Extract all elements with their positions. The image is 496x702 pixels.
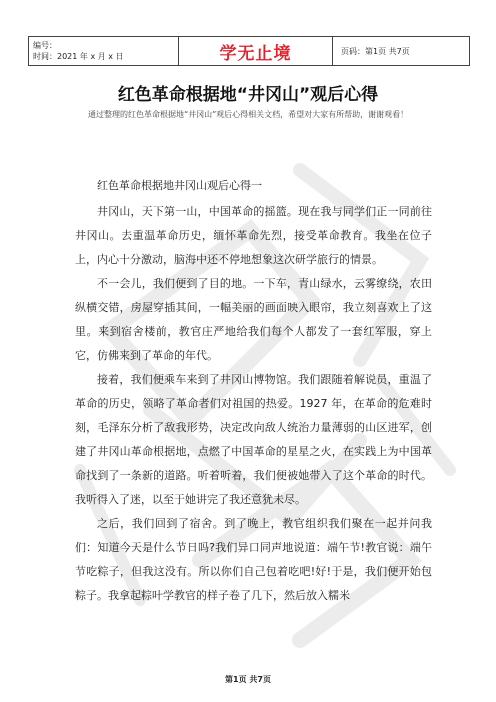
paragraph: 不一会儿，我们便到了目的地。一下车，青山绿水，云雾缭绕，农田纵横交错，房屋穿插其间，一幅美丽的画面映入眼帘，我立刻喜欢上了这里。来到宿舍楼前，教官庄严地给我们每个人都发了一套红军服，穿上它，仿佛来到了革命的年代。	[75, 277, 432, 362]
paragraph: 井冈山，天下第一山，中国革命的摇篮。现在我与同学们正一同前往井冈山。去重温革命历史，缅怀革命先烈，接受革命教育。我坐在位子上，内心十分激动，脑海中还不停地想象这次研学旅行的情景。	[75, 205, 432, 266]
paragraph: 接着，我们便乘车来到了井冈山博物馆。我们跟随着解说员，重温了革命的历史，领略了革命者们对祖国的热爱。1927 年，在革命的危难时刻，毛泽东分析了敌我形势，决定改向敌人统治力量薄弱的山区进军，创建了井冈山革命根据地，点燃了中国革命的星星之火，在实践上为中国革命找到了一条新的道路。听着听着，我们便被她带入了这个革命的时代。我听得入了迷，以至于她讲完了我还意犹未尽。	[75, 373, 432, 506]
brand-title: 学无止境	[179, 37, 333, 65]
page-info: 页码：第1页 共7页	[341, 46, 410, 56]
section-heading: 红色革命根据地井冈山观后心得一	[97, 179, 262, 192]
paragraph: 之后，我们回到了宿舍。到了晚上，教官组织我们聚在一起并问我们：知道今天是什么节日吗?我们异口同声地说道：端午节!教官说：端午节吃粽子，但我这没有。所以你们自己包着吃吧!好!于是，我们便开始包粽子。我拿起粽叶学教官的样子卷了几下，然后放入糯米	[75, 517, 432, 602]
doc-number-label: 编号：	[33, 41, 57, 50]
document-title: 红色革命根据地“井冈山”观后心得	[117, 85, 379, 105]
header-meta	[29, 37, 179, 65]
header-table	[28, 36, 470, 66]
time-line: 时间：2021 年 x 月 x 日	[33, 52, 124, 61]
intro-note: 通过整理的红色革命根据地“井冈山”观后心得相关文档，希望对大家有所帮助，谢谢观看！	[88, 110, 409, 119]
document-body	[75, 174, 432, 608]
page-footer: 第1页 共7页	[225, 675, 271, 684]
